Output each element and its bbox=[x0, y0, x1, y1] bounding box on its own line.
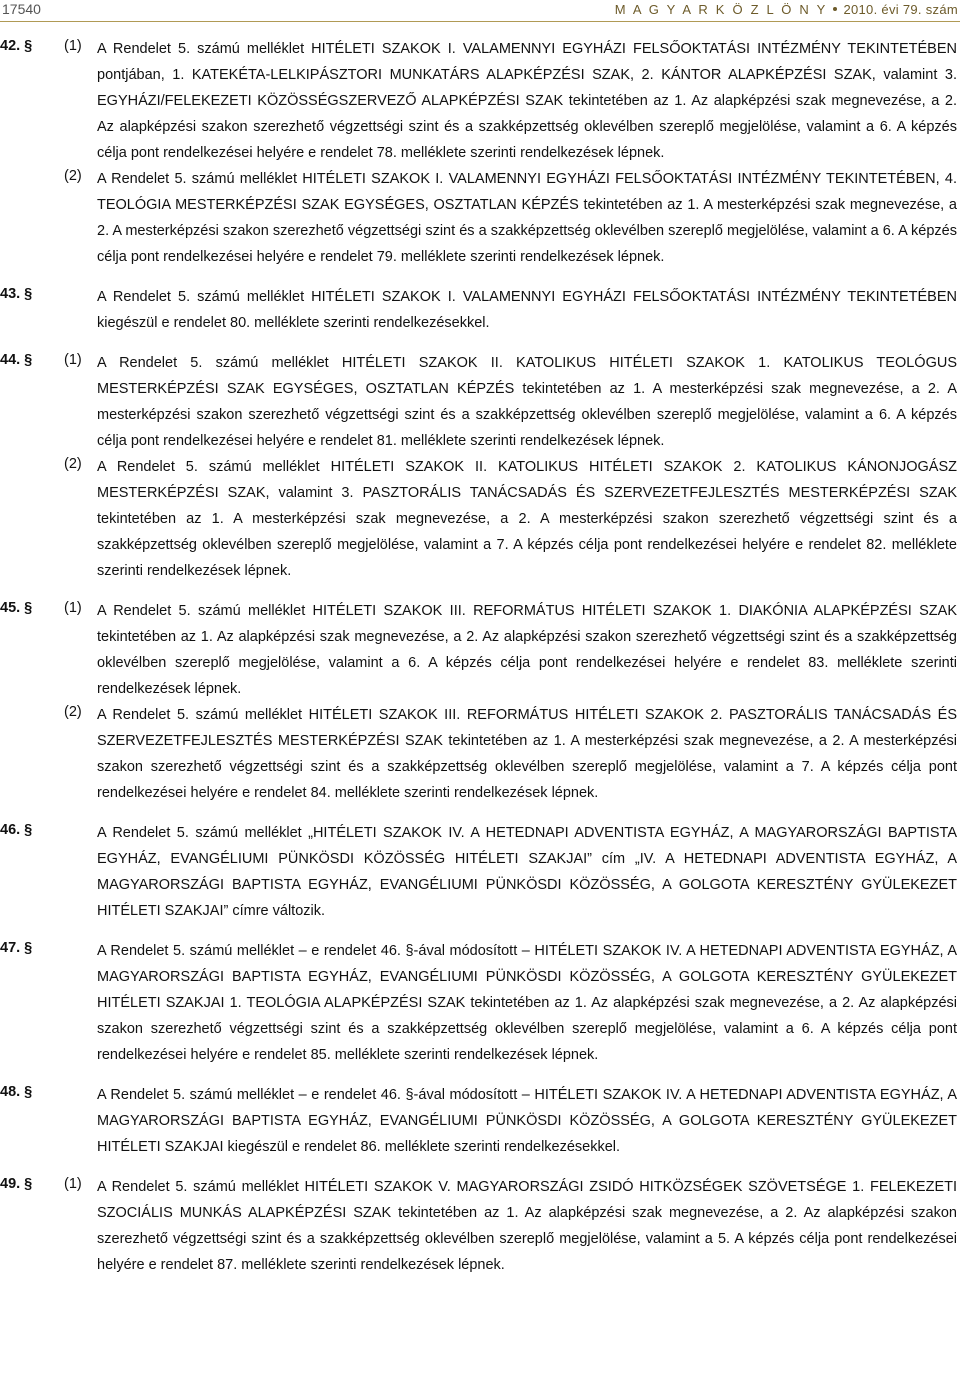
paragraph bbox=[0, 454, 960, 584]
section-number: 44. § bbox=[0, 352, 33, 368]
paragraph-text: A Rendelet 5. számú melléklet „HITÉLETI SZAKOK IV. A HETEDNAPI ADVENTISTA EGYHÁZ, A MAGYARORSZÁGI BAPTISTA EGYHÁZ, EVANGÉLIUMI PÜNKÖSDI KÖZÖSSÉG HITÉLETI SZAKJAI” cím „IV. A HETEDNAPI ADVENTISTA EGYHÁZ, A MAGYARORSZÁGI BAPTISTA EGYHÁZ, EVANGÉLIUMI PÜNKÖSDI KÖZÖSSÉG, A GOLGOTA KERESZTÉNY GYÜLEKEZET HITÉLETI SZAKJAI” címre változik. bbox=[97, 825, 957, 919]
page-header bbox=[0, 0, 960, 22]
paragraph bbox=[0, 938, 960, 1068]
paragraph-text: A Rendelet 5. számú melléklet – e rendelet 46. §-ával módosított – HITÉLETI SZAKOK IV. A HETEDNAPI ADVENTISTA EGYHÁZ, A MAGYARORSZÁGI BAPTISTA EGYHÁZ, EVANGÉLIUMI PÜNKÖSDI KÖZÖSSÉG, A GOLGOTA KERESZTÉNY GYÜLEKEZET HITÉLETI SZAKJAI kiegészül e rendelet 86. melléklete szerinti rendelkezésekkel. bbox=[97, 1087, 957, 1155]
paragraph-text: A Rendelet 5. számú melléklet – e rendelet 46. §-ával módosított – HITÉLETI SZAKOK IV. A HETEDNAPI ADVENTISTA EGYHÁZ, A MAGYARORSZÁGI BAPTISTA EGYHÁZ, EVANGÉLIUMI PÜNKÖSDI KÖZÖSSÉG, A GOLGOTA KERESZTÉNY GYÜLEKEZET HITÉLETI SZAKJAI 1. TEOLÓGIA ALAPKÉPZÉSI SZAK tekintetében az 1. Az alapképzési szak megnevezése, a 2. Az alapképzési szakon szerezhető végzettségi szint és a szakképzettség oklevélben szereplő megjelölése, valamint a 6. A képzés célja pont rendelkezései helyére e rendelet 85. melléklete szerinti rendelkezések lépnek. bbox=[97, 943, 957, 1063]
journal-info bbox=[615, 2, 958, 17]
paragraph-text: A Rendelet 5. számú melléklet HITÉLETI SZAKOK I. VALAMENNYI EGYHÁZI FELSŐOKTATÁSI INTÉZMÉNY TEKINTETÉBEN, 4. TEOLÓGIA MESTERKÉPZÉSI SZAK EGYSÉGES, OSZTATLAN KÉPZÉS tekintetében az 1. A mesterképzési szak megnevezése, a 2. A mesterképzési szakon szerezhető végzettségi szint és a szakképzettség oklevélben szereplő megjelölése, valamint a 6. A képzés célja pont rendelkezései helyére e rendelet 79. melléklete szerinti rendelkezések lépnek. bbox=[97, 171, 957, 265]
separator-dot-icon bbox=[833, 7, 837, 11]
paragraph bbox=[0, 820, 960, 924]
section bbox=[0, 36, 960, 270]
paragraph-number: (2) bbox=[64, 456, 82, 472]
paragraph bbox=[0, 1174, 960, 1278]
paragraph-text: A Rendelet 5. számú melléklet HITÉLETI SZAKOK I. VALAMENNYI EGYHÁZI FELSŐOKTATÁSI INTÉZMÉNY TEKINTETÉBEN pontjában, 1. KATEKÉTA-LELKIPÁSZTORI MUNKATÁRS ALAPKÉPZÉSI SZAK, 2. KÁNTOR ALAPKÉPZÉSI SZAK, valamint 3. EGYHÁZI/FELEKEZETI KÖZÖSSÉGSZERVEZŐ ALAPKÉPZÉSI SZAK tekintetében az 1. Az alapképzési szak megnevezése, a 2. Az alapképzési szakon szerezhető végzettségi szint és a szakképzettség oklevélben szereplő megjelölése, valamint a 6. A képzés célja pont rendelkezései helyére e rendelet 78. melléklete szerinti rendelkezések lépnek. bbox=[97, 41, 957, 161]
paragraph-text: A Rendelet 5. számú melléklet HITÉLETI SZAKOK II. KATOLIKUS HITÉLETI SZAKOK 2. KATOLIKUS KÁNONJOGÁSZ MESTERKÉPZÉSI SZAK, valamint 3. PASZTORÁLIS TANÁCSADÁS ÉS SZERVEZETFEJLESZTÉS MESTERKÉPZÉSI SZAK tekintetében az 1. A mesterképzési szak megnevezése, a 2. A mesterképzési szakon szerezhető végzettségi szint és a szakképzettség oklevélben szereplő megjelölése, valamint a 7. A képzés célja pont rendelkezései helyére e rendelet 82. melléklete szerinti rendelkezések lépnek. bbox=[97, 459, 957, 579]
issue-label: 2010. évi 79. szám bbox=[843, 2, 958, 17]
paragraph-number: (1) bbox=[64, 1176, 82, 1192]
paragraph bbox=[0, 702, 960, 806]
paragraph bbox=[0, 284, 960, 336]
paragraph-number: (1) bbox=[64, 600, 82, 616]
section-number: 43. § bbox=[0, 286, 33, 302]
section-number: 46. § bbox=[0, 822, 33, 838]
page-number: 17540 bbox=[2, 1, 41, 17]
paragraph-number: (1) bbox=[64, 352, 82, 368]
section bbox=[0, 350, 960, 584]
paragraph bbox=[0, 350, 960, 454]
paragraph-text: A Rendelet 5. számú melléklet HITÉLETI SZAKOK V. MAGYARORSZÁGI ZSIDÓ HITKÖZSÉGEK SZÖVETSÉGE 1. FELEKEZETI SZOCIÁLIS MUNKÁS ALAPKÉPZÉSI SZAK tekintetében az 1. Az alapképzési szak megnevezése, a 2. Az alapképzési szakon szerezhető végzettségi szint és a szakképzettség oklevélben szereplő megjelölése, valamint a 5. A képzés célja pont rendelkezései helyére e rendelet 87. melléklete szerinti rendelkezések lépnek. bbox=[97, 1179, 957, 1273]
section bbox=[0, 284, 960, 336]
section bbox=[0, 598, 960, 806]
section-number: 42. § bbox=[0, 38, 33, 54]
paragraph-text: A Rendelet 5. számú melléklet HITÉLETI SZAKOK II. KATOLIKUS HITÉLETI SZAKOK 1. KATOLIKUS TEOLÓGUS MESTERKÉPZÉSI SZAK EGYSÉGES, OSZTATLAN KÉPZÉS tekintetében az 1. A mesterképzési szak megnevezése, a 2. A mesterképzési szakon szerezhető végzettségi szint és a szakképzettség oklevélben szereplő megjelölése, valamint a 6. A képzés célja pont rendelkezései helyére e rendelet 81. melléklete szerinti rendelkezések lépnek. bbox=[97, 355, 957, 449]
paragraph bbox=[0, 598, 960, 702]
section bbox=[0, 938, 960, 1068]
paragraph bbox=[0, 166, 960, 270]
header-rule bbox=[0, 21, 960, 22]
journal-title: M A G Y A R K Ö Z L Ö N Y bbox=[614, 2, 828, 17]
paragraph-number: (2) bbox=[64, 704, 82, 720]
section bbox=[0, 1174, 960, 1278]
section-number: 48. § bbox=[0, 1084, 33, 1100]
section-number: 47. § bbox=[0, 940, 33, 956]
paragraph-text: A Rendelet 5. számú melléklet HITÉLETI SZAKOK III. REFORMÁTUS HITÉLETI SZAKOK 1. DIAKÓNIA ALAPKÉPZÉSI SZAK tekintetében az 1. Az alapképzési szak megnevezése, a 2. Az alapképzési szakon szerezhető végzettségi szint és a szakképzettség oklevélben szereplő megjelölése, valamint a 6. A képzés célja pont rendelkezései helyére e rendelet 83. melléklete szerinti rendelkezések lépnek. bbox=[97, 603, 957, 697]
paragraph bbox=[0, 36, 960, 166]
paragraph-number: (2) bbox=[64, 168, 82, 184]
paragraph-text: A Rendelet 5. számú melléklet HITÉLETI SZAKOK I. VALAMENNYI EGYHÁZI FELSŐOKTATÁSI INTÉZMÉNY TEKINTETÉBEN kiegészül e rendelet 80. melléklete szerinti rendelkezésekkel. bbox=[97, 289, 957, 331]
section-number: 45. § bbox=[0, 600, 33, 616]
section bbox=[0, 820, 960, 924]
paragraph-number: (1) bbox=[64, 38, 82, 54]
paragraph-text: A Rendelet 5. számú melléklet HITÉLETI SZAKOK III. REFORMÁTUS HITÉLETI SZAKOK 2. PASZTORÁLIS TANÁCSADÁS ÉS SZERVEZETFEJLESZTÉS MESTERKÉPZÉSI SZAK tekintetében az 1. A mesterképzési szak megnevezése, a 2. A mesterképzési szakon szerezhető végzettségi szint és a szakképzettség oklevélben szereplő megjelölése, valamint a 7. A képzés célja pont rendelkezései helyére e rendelet 84. melléklete szerinti rendelkezések lépnek. bbox=[97, 707, 957, 801]
section-number: 49. § bbox=[0, 1176, 33, 1192]
section bbox=[0, 1082, 960, 1160]
document-body bbox=[0, 36, 960, 1292]
paragraph bbox=[0, 1082, 960, 1160]
